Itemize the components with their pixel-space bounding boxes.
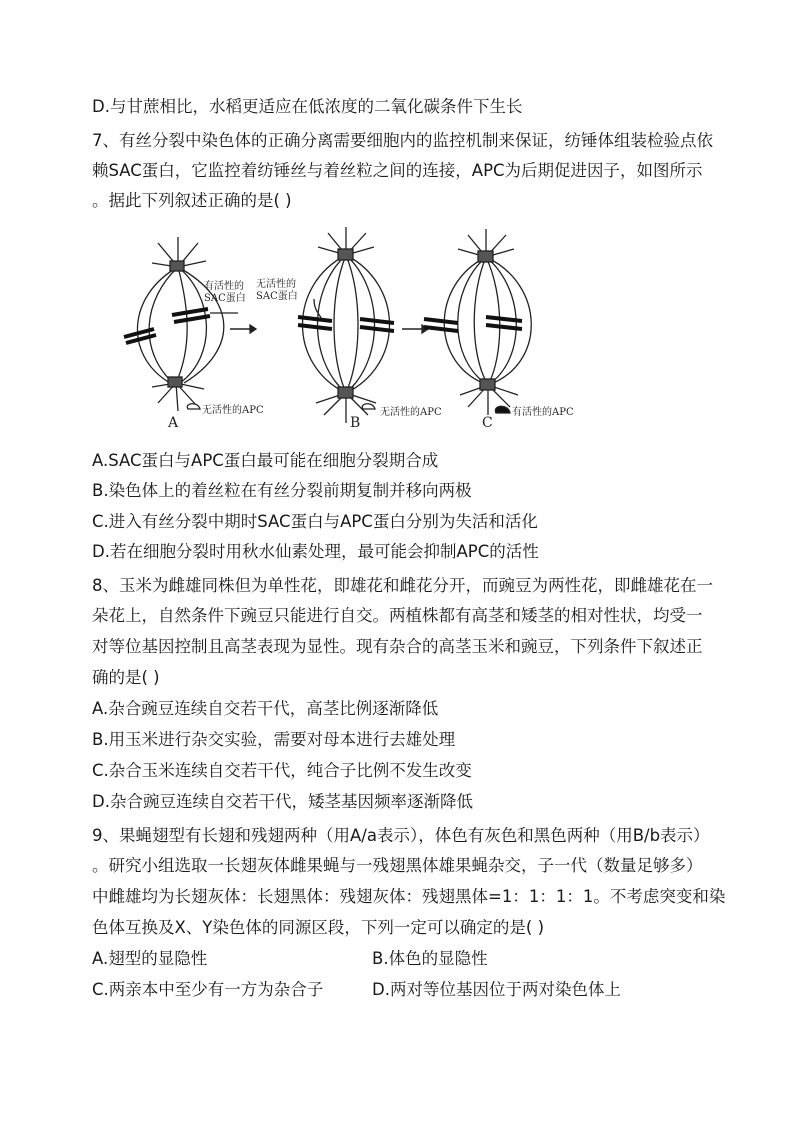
mitosis-figure bbox=[118, 225, 588, 440]
q8-option-c: C.杂合玉米连续自交若干代，纯合子比例不发生改变 bbox=[92, 761, 472, 780]
q8-stem-line-2: 朵花上，自然条件下豌豆只能进行自交。两植株都有高茎和矮茎的相对性状，均受一 bbox=[92, 606, 703, 625]
q8-stem-line-3: 对等位基因控制且高茎表现为显性。现有杂合的高茎玉米和豌豆，下列条件下叙述正 bbox=[92, 637, 703, 656]
q7-option-a: A.SAC蛋白与APC蛋白最可能在细胞分裂期合成 bbox=[92, 451, 439, 470]
q9-option-b: B.体色的显隐性 bbox=[372, 949, 488, 968]
q7-stem-line-3: 。据此下列叙述正确的是( ) bbox=[92, 191, 292, 210]
q9-option-a: A.翅型的显隐性 bbox=[92, 949, 208, 968]
q9-option-d: D.两对等位基因位于两对染色体上 bbox=[372, 980, 621, 999]
q7-stem-line-1: 7、有丝分裂中染色体的正确分离需要细胞内的监控机制来保证，纺锤体组装检验点依 bbox=[92, 131, 713, 150]
figure-label-b: B bbox=[350, 415, 361, 431]
q8-stem-line-4: 确的是( ) bbox=[92, 668, 160, 687]
sac-active-label-1: 有活性的 bbox=[204, 281, 244, 292]
q7-option-c: C.进入有丝分裂中期时SAC蛋白与APC蛋白分别为失活和活化 bbox=[92, 512, 538, 531]
apc-inactive-label-a: 无活性的APC bbox=[202, 405, 264, 416]
q9-stem-line-4: 色体互换及X、Y染色体的同源区段，下列一定可以确定的是( ) bbox=[92, 918, 545, 937]
figure-label-c: C bbox=[482, 415, 493, 431]
q9-stem-line-1: 9、果蝇翅型有长翅和残翅两种（用A/a表示），体色有灰色和黑色两种（用B/b表示） bbox=[92, 826, 710, 845]
q7-stem-line-2: 赖SAC蛋白，它监控着纺锤丝与着丝粒之间的连接，APC为后期促进因子，如图所示 bbox=[92, 161, 703, 180]
figure-label-a: A bbox=[168, 415, 179, 431]
q9-option-c: C.两亲本中至少有一方为杂合子 bbox=[92, 980, 324, 999]
sac-active-label-2: SAC蛋白 bbox=[204, 293, 246, 304]
q7-option-b: B.染色体上的着丝粒在有丝分裂前期复制并移向两极 bbox=[92, 481, 472, 500]
q9-stem-line-3: 中雌雄均为长翅灰体：长翅黑体：残翅灰体：残翅黑体=1：1：1：1。不考虑突变和染 bbox=[92, 887, 726, 906]
q8-option-b: B.用玉米进行杂交实验，需要对母本进行去雄处理 bbox=[92, 730, 456, 749]
q9-stem-line-2: 。研究小组选取一长翅灰体雌果蝇与一残翅黑体雄果蝇杂交，子一代（数量足够多） bbox=[92, 856, 703, 875]
sac-inactive-label-2: SAC蛋白 bbox=[256, 291, 298, 302]
apc-active-label: 有活性的APC bbox=[512, 407, 574, 418]
q8-stem-line-1: 8、玉米为雌雄同株但为单性花，即雄花和雌花分开，而豌豆为两性花，即雌雄花在一 bbox=[92, 576, 713, 595]
q8-option-a: A.杂合豌豆连续自交若干代，高茎比例逐渐降低 bbox=[92, 699, 439, 718]
apc-inactive-label-b: 无活性的APC bbox=[380, 407, 442, 418]
sac-inactive-label-1: 无活性的 bbox=[256, 279, 296, 290]
q7-option-d: D.若在细胞分裂时用秋水仙素处理，最可能会抑制APC的活性 bbox=[92, 542, 539, 561]
q6-option-d: D.与甘蔗相比，水稻更适应在低浓度的二氧化碳条件下生长 bbox=[92, 97, 523, 116]
q8-option-d: D.杂合豌豆连续自交若干代，矮茎基因频率逐渐降低 bbox=[92, 792, 473, 811]
